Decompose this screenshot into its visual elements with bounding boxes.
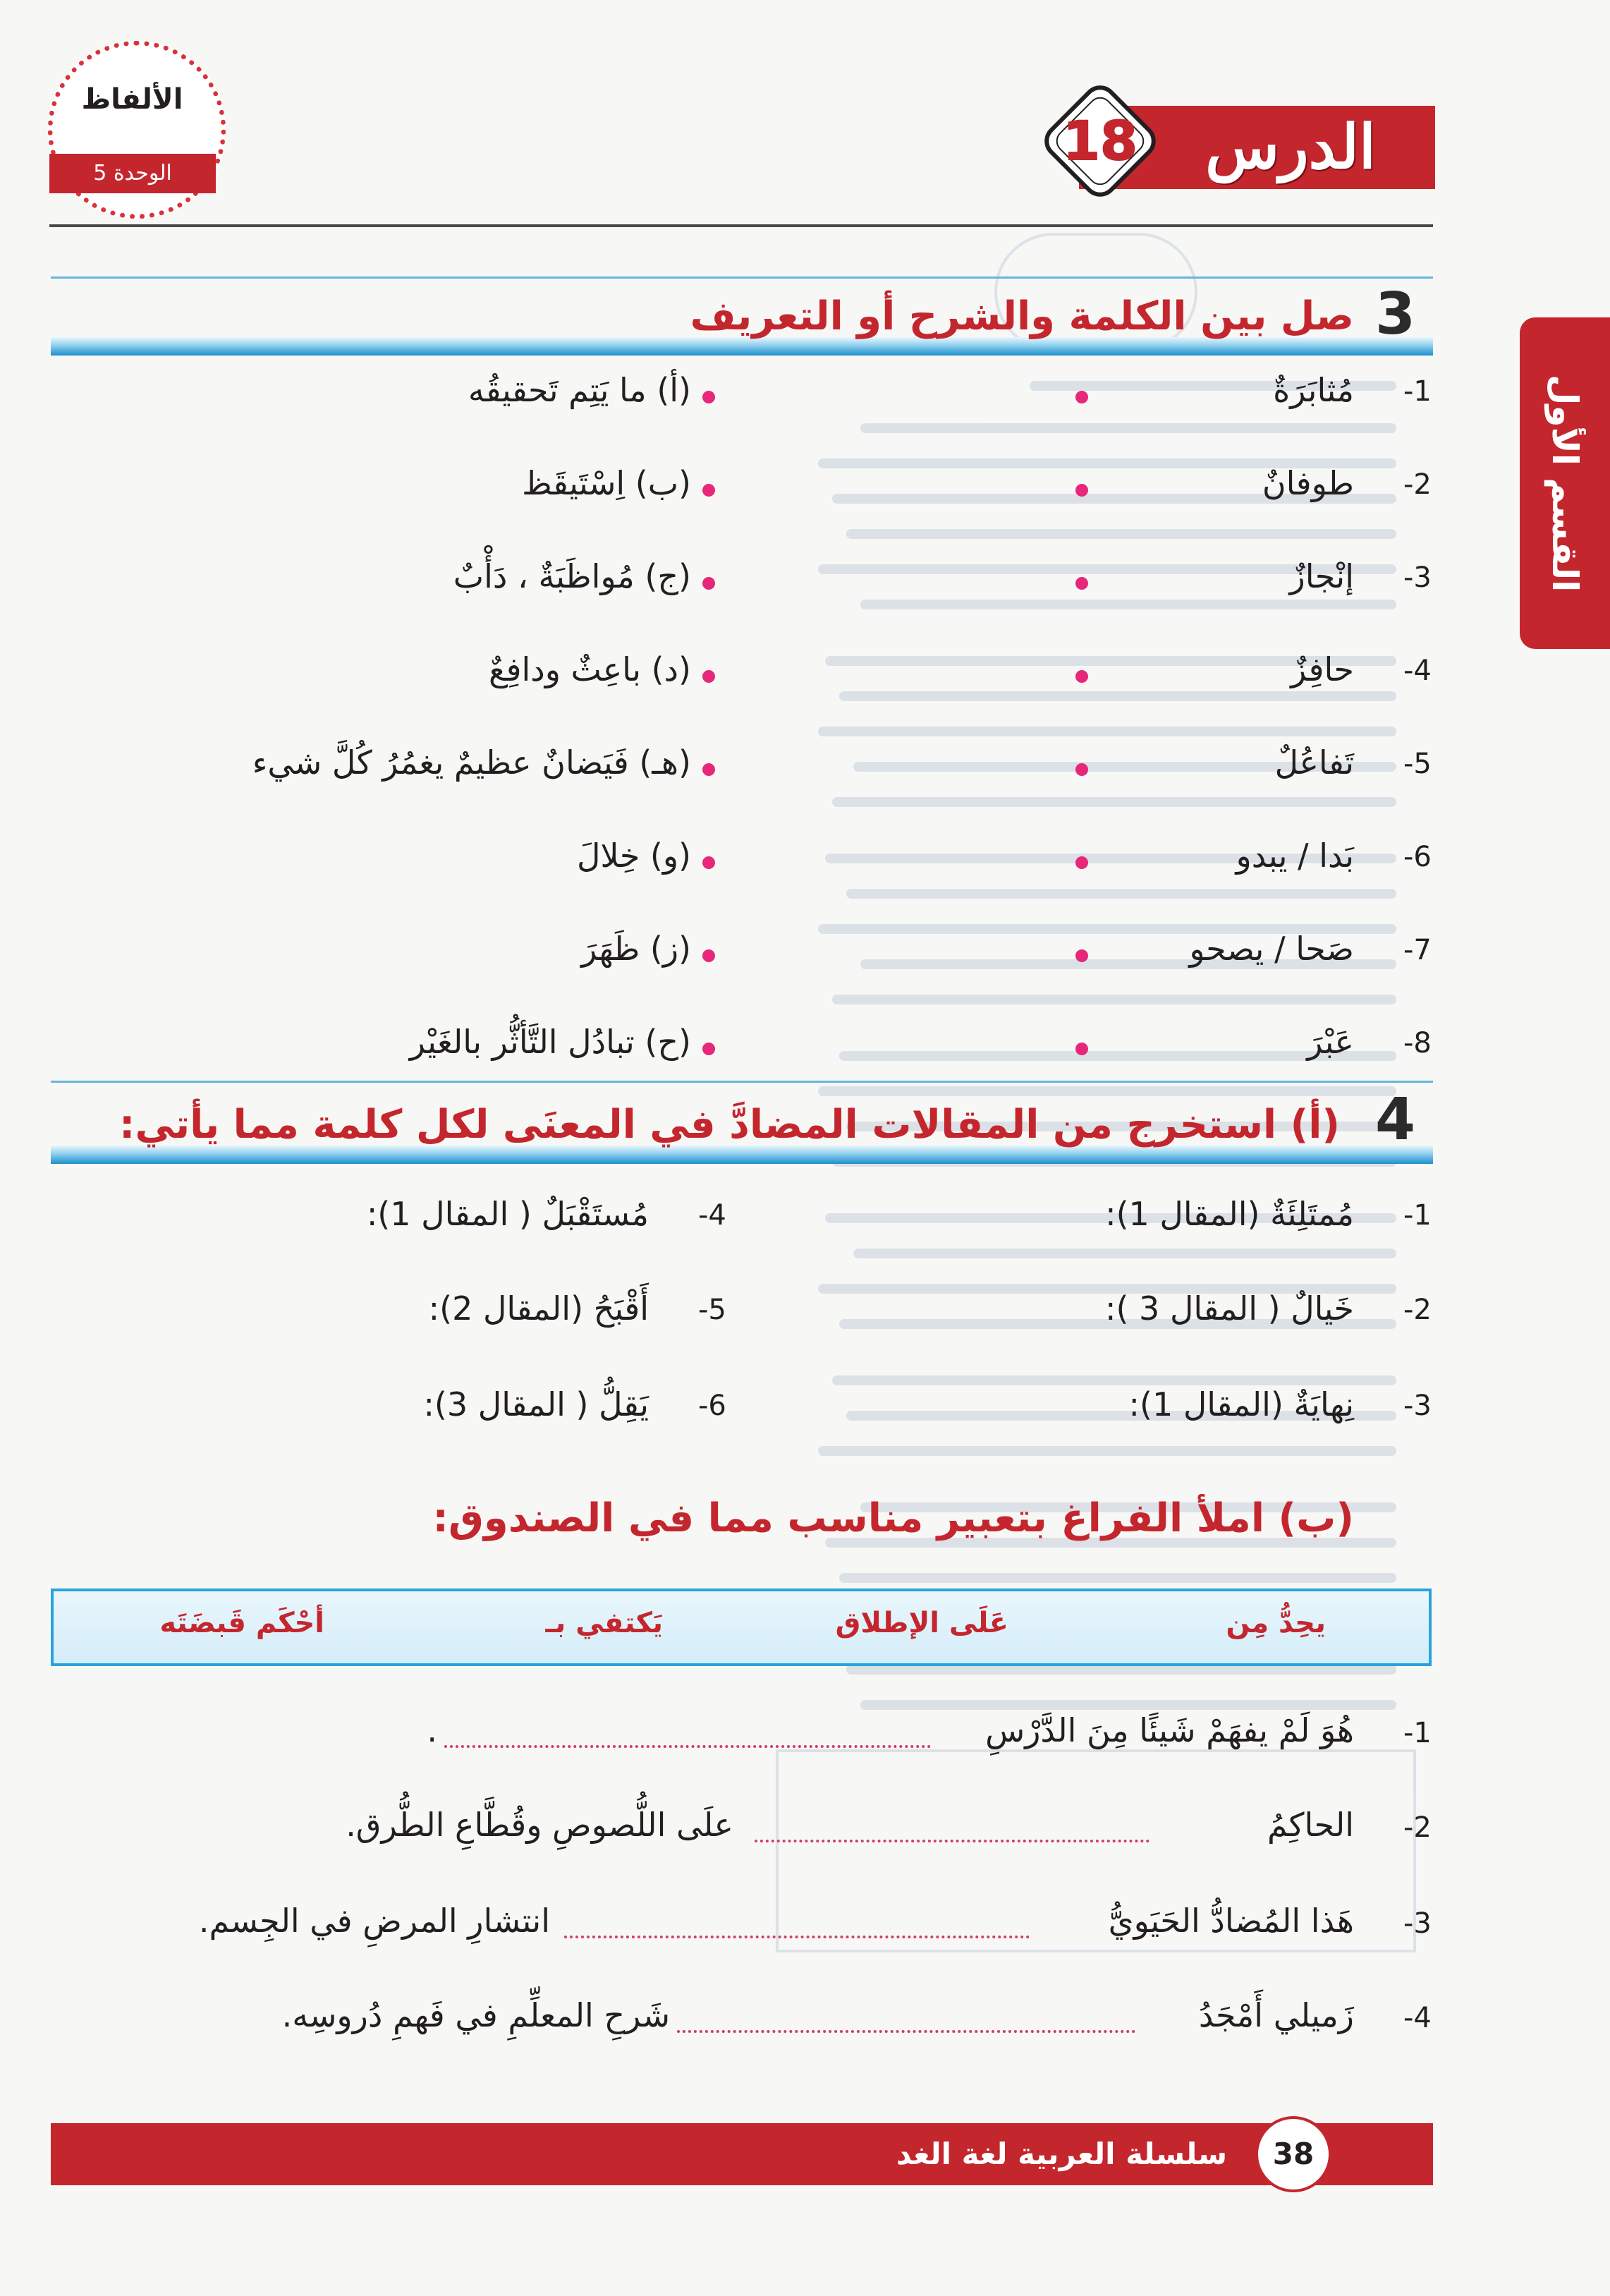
- match-definition: (د) باعِثٌ ودافِعٌ: [488, 650, 691, 688]
- phrase-option: يحِدُّ مِن: [1226, 1607, 1326, 1639]
- match-word: عَبْرَ: [1307, 1023, 1354, 1061]
- match-word: بَدا / يبدو: [1236, 837, 1354, 875]
- side-tab-label: القسم الأول: [1544, 374, 1585, 593]
- unit-topic: الألفاظ: [81, 83, 183, 116]
- item-number: -1: [1403, 1717, 1432, 1749]
- match-definition: (أ) ما يَتِم تَحقيقُه: [468, 371, 691, 409]
- phrase-option: أحْكَم قَبضَتَه: [159, 1607, 324, 1639]
- antonym-prompt: أَقْبَحُ (المقال 2):: [428, 1289, 649, 1328]
- match-definition: (ز) ظَهَرَ: [581, 930, 691, 968]
- match-dot-definition[interactable]: [702, 763, 715, 776]
- match-definition: (ب) اِسْتَيقَظ: [522, 464, 691, 502]
- match-dot-word[interactable]: [1075, 856, 1088, 869]
- sentence-start: هَذا المُضادُّ الحَيَويُّ: [1108, 1902, 1354, 1940]
- match-dot-word[interactable]: [1075, 391, 1088, 403]
- match-dot-word[interactable]: [1075, 763, 1088, 776]
- item-number: -4: [1403, 2002, 1432, 2034]
- header-divider: [49, 224, 1433, 227]
- section4-band: [51, 1146, 1433, 1164]
- section4-title-a: (أ) استخرج من المقالات المضادَّ في المعنَى لكل كلمة مما يأتي:: [119, 1102, 1340, 1148]
- item-number: -2: [1403, 1294, 1432, 1326]
- match-word: صَحا / يصحو: [1189, 930, 1354, 968]
- section3-number: 3: [1375, 281, 1416, 348]
- item-number: -6: [698, 1390, 726, 1422]
- series-title: سلسلة العربية لغة الغد: [896, 2137, 1227, 2171]
- section4-number: 4: [1375, 1086, 1416, 1153]
- item-number: -2: [1403, 468, 1432, 501]
- match-word: إنْجازٌ: [1289, 557, 1354, 595]
- item-number: -3: [1403, 561, 1432, 594]
- blank-line[interactable]: [564, 1936, 1030, 1938]
- section3-band: [51, 337, 1433, 356]
- page-number: 38: [1272, 2137, 1315, 2171]
- section3-top-rule: [51, 277, 1433, 279]
- item-number: -2: [1403, 1811, 1432, 1844]
- blank-line[interactable]: [677, 2030, 1135, 2033]
- section4-top-rule: [51, 1081, 1433, 1083]
- antonym-prompt: نِهايَةٌ (المقال 1):: [1128, 1385, 1354, 1423]
- antonym-prompt: يَقِلُّ ( المقال 3):: [423, 1385, 649, 1423]
- sentence-end: انتشارِ المرضِ في الجِسم.: [198, 1902, 550, 1940]
- match-definition: (ج) مُواظَبَةٌ ، دَأْبٌ: [453, 557, 691, 595]
- sentence-end: علَى اللُّصوصِ وقُطَّاعِ الطُّرق.: [346, 1806, 733, 1844]
- match-dot-word[interactable]: [1075, 949, 1088, 962]
- blank-line[interactable]: [444, 1745, 931, 1748]
- match-dot-definition[interactable]: [702, 949, 715, 962]
- item-number: -8: [1403, 1027, 1432, 1059]
- match-definition: (هـ) فَيَضانٌ عظيمٌ يغمُرُ كُلَّ شيء: [252, 743, 691, 782]
- match-dot-word[interactable]: [1075, 1043, 1088, 1055]
- item-number: -5: [698, 1294, 726, 1326]
- antonym-prompt: خَيالٌ ( المقال 3 ):: [1104, 1289, 1354, 1328]
- match-dot-definition[interactable]: [702, 670, 715, 683]
- match-dot-definition[interactable]: [702, 577, 715, 590]
- antonym-prompt: مُستَقْبَلٌ ( المقال 1):: [366, 1195, 649, 1233]
- match-word: تَفاعُلٌ: [1274, 743, 1354, 782]
- antonym-prompt: مُمتَلِئَةٌ (المقال 1):: [1105, 1195, 1354, 1233]
- sentence-start: زَميلي أَمْجَدُ: [1198, 1996, 1354, 2034]
- lesson-number: 18: [1063, 109, 1138, 172]
- section4-title-b: (ب) املأ الفراغ بتعبير مناسب مما في الصندوق:: [432, 1495, 1354, 1541]
- match-word: طوفانٌ: [1262, 464, 1354, 502]
- sentence-end: شَرحِ المعلِّمِ في فَهمِ دُروسِه.: [281, 1996, 670, 2034]
- sentence-start: الحاكِمُ: [1267, 1806, 1354, 1844]
- match-dot-word[interactable]: [1075, 484, 1088, 497]
- match-dot-definition[interactable]: [702, 1043, 715, 1055]
- item-number: -4: [1403, 655, 1432, 687]
- match-dot-definition[interactable]: [702, 856, 715, 869]
- match-definition: (و) خِلالَ: [576, 837, 691, 875]
- match-definition: (ح) تبادُل التَّأثُّر بالغَيْر: [409, 1023, 691, 1061]
- blank-line[interactable]: [755, 1840, 1149, 1842]
- match-dot-definition[interactable]: [702, 391, 715, 403]
- phrase-option: عَلَى الإطلاق: [835, 1607, 1008, 1639]
- item-number: -1: [1403, 1199, 1432, 1232]
- sentence-end: .: [427, 1711, 437, 1749]
- match-dot-word[interactable]: [1075, 577, 1088, 590]
- item-number: -3: [1403, 1907, 1432, 1940]
- lesson-title: الدرس: [1205, 111, 1376, 183]
- match-dot-word[interactable]: [1075, 670, 1088, 683]
- sentence-start: هُوَ لَمْ يفهَمْ شَيئًا مِنَ الدَّرْسِ: [985, 1711, 1354, 1749]
- item-number: -1: [1403, 375, 1432, 408]
- match-word: حافِزٌ: [1291, 650, 1354, 688]
- unit-label: الوحدة 5: [49, 154, 216, 193]
- phrase-option: يَكتفي بـ: [545, 1607, 663, 1639]
- item-number: -4: [698, 1199, 726, 1232]
- item-number: -5: [1403, 748, 1432, 780]
- item-number: -7: [1403, 934, 1432, 966]
- match-word: مُثابَرَةٌ: [1273, 371, 1354, 409]
- section3-title: صل بين الكلمة والشرح أو التعريف: [690, 293, 1354, 339]
- item-number: -6: [1403, 841, 1432, 873]
- match-dot-definition[interactable]: [702, 484, 715, 497]
- item-number: -3: [1403, 1390, 1432, 1422]
